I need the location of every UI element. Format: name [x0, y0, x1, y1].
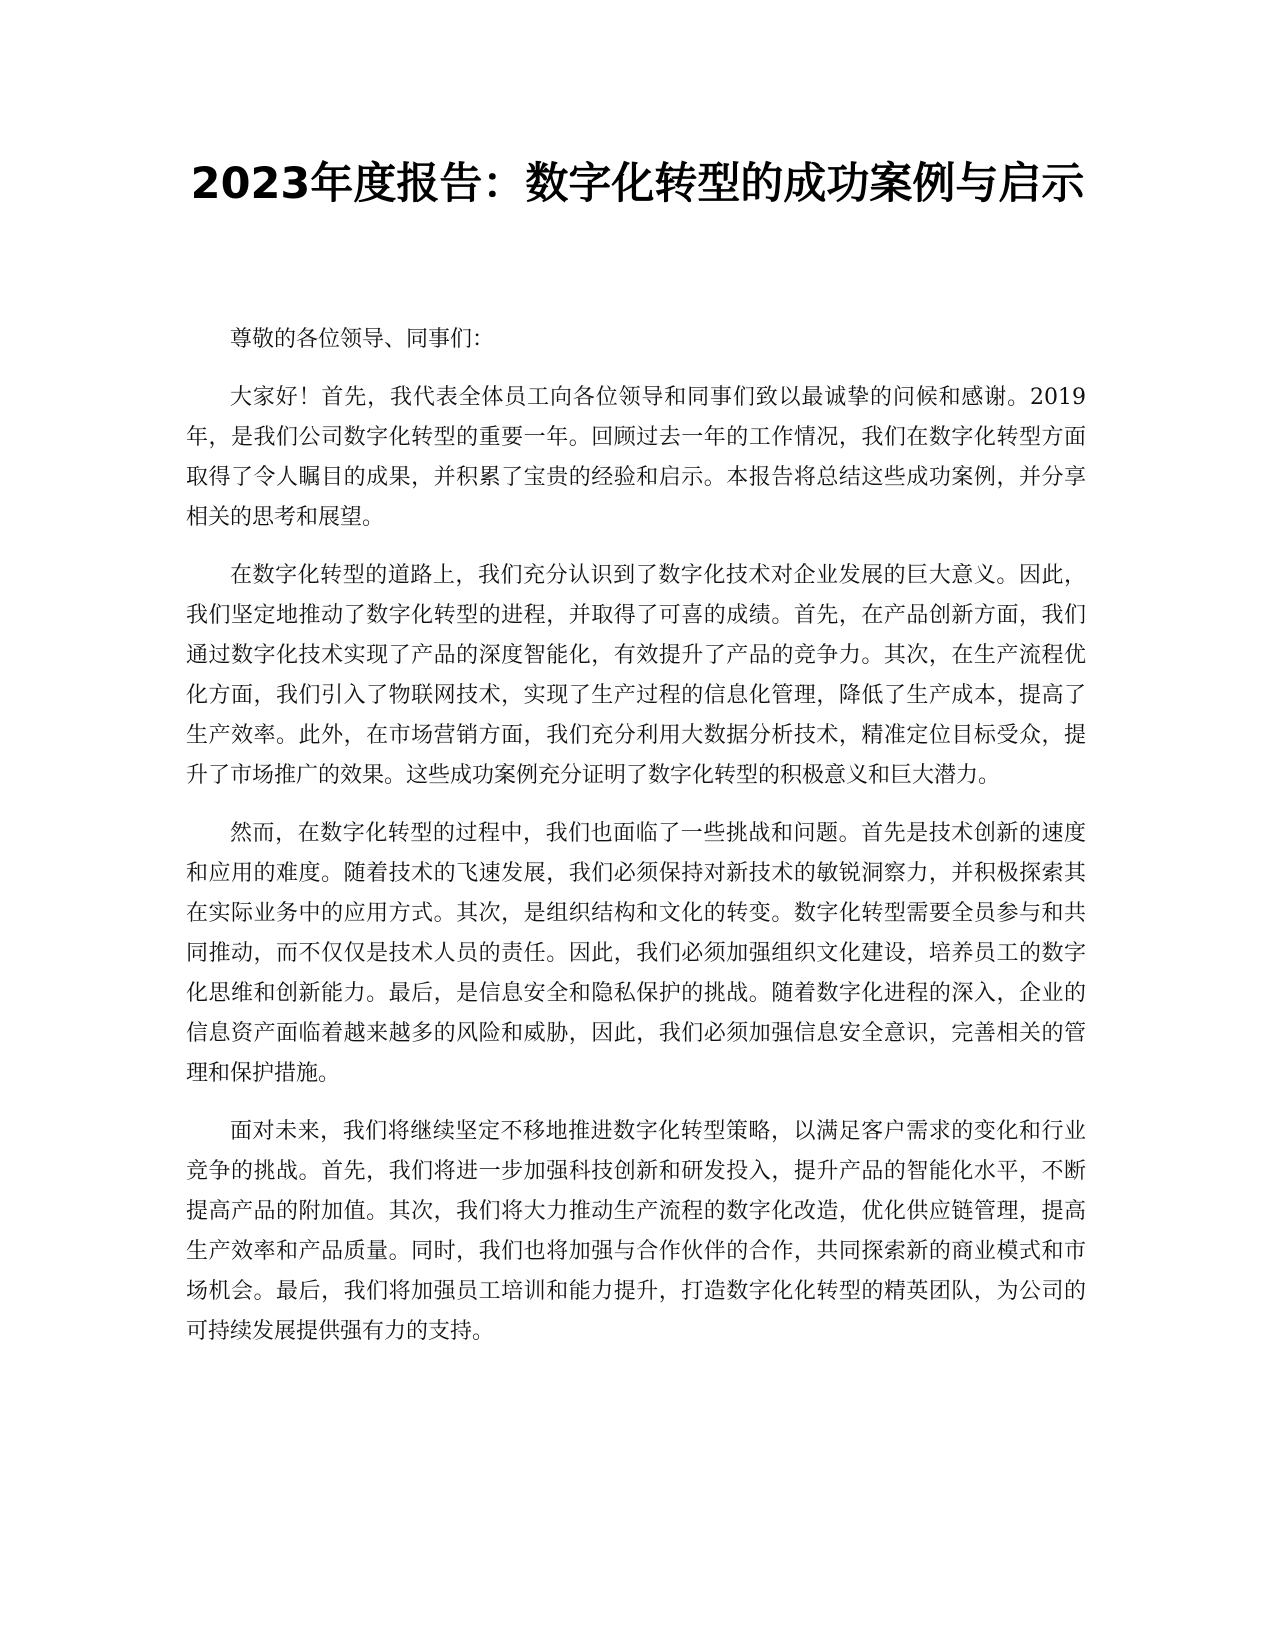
body-paragraph: 面对未来，我们将继续坚定不移地推进数字化转型策略，以满足客户需求的变化和行业竞争的挑战。首先，我们将进一步加强科技创新和研发投入，提升产品的智能化水平，不断提高产品的附加值。其次，我们将大力推动生产流程的数字化改造，优化供应链管理，提高生产效率和产品质量。同时，我们也将加强与合作伙伴的合作，共同探索新的商业模式和市场机会。最后，我们将加强员工培训和能力提升，打造数字化化转型的精英团队，为公司的可持续发展提供强有力的支持。: [186, 1119, 1086, 1344]
body-paragraph: 大家好！首先，我代表全体员工向各位领导和同事们致以最诚挚的问候和感谢。2019年，是我们公司数字化转型的重要一年。回顾过去一年的工作情况，我们在数字化转型方面取得了令人瞩目的成果，并积累了宝贵的经验和启示。本报告将总结这些成功案例，并分享相关的思考和展望。: [186, 385, 1086, 530]
document-body: [186, 320, 1086, 1370]
salutation-paragraph: 尊敬的各位领导、同事们：: [230, 327, 495, 352]
document-title: 2023年度报告：数字化转型的成功案例与启示: [190, 159, 1085, 209]
body-paragraph: 然而，在数字化转型的过程中，我们也面临了一些挑战和问题。首先是技术创新的速度和应用的难度。随着技术的飞速发展，我们必须保持对新技术的敏锐洞察力，并积极探索其在实际业务中的应用方式。其次，是组织结构和文化的转变。数字化转型需要全员参与和共同推动，而不仅仅是技术人员的责任。因此，我们必须加强组织文化建设，培养员工的数字化思维和创新能力。最后，是信息安全和隐私保护的挑战。随着数字化进程的深入，企业的信息资产面临着越来越多的风险和威胁，因此，我们必须加强信息安全意识，完善相关的管理和保护措施。: [186, 821, 1086, 1086]
body-paragraph: 在数字化转型的道路上，我们充分认识到了数字化技术对企业发展的巨大意义。因此，我们坚定地推动了数字化转型的进程，并取得了可喜的成绩。首先，在产品创新方面，我们通过数字化技术实现了产品的深度智能化，有效提升了产品的竞争力。其次，在生产流程优化方面，我们引入了物联网技术，实现了生产过程的信息化管理，降低了生产成本，提高了生产效率。此外，在市场营销方面，我们充分利用大数据分析技术，精准定位目标受众，提升了市场推广的效果。这些成功案例充分证明了数字化转型的积极意义和巨大潜力。: [186, 563, 1086, 788]
